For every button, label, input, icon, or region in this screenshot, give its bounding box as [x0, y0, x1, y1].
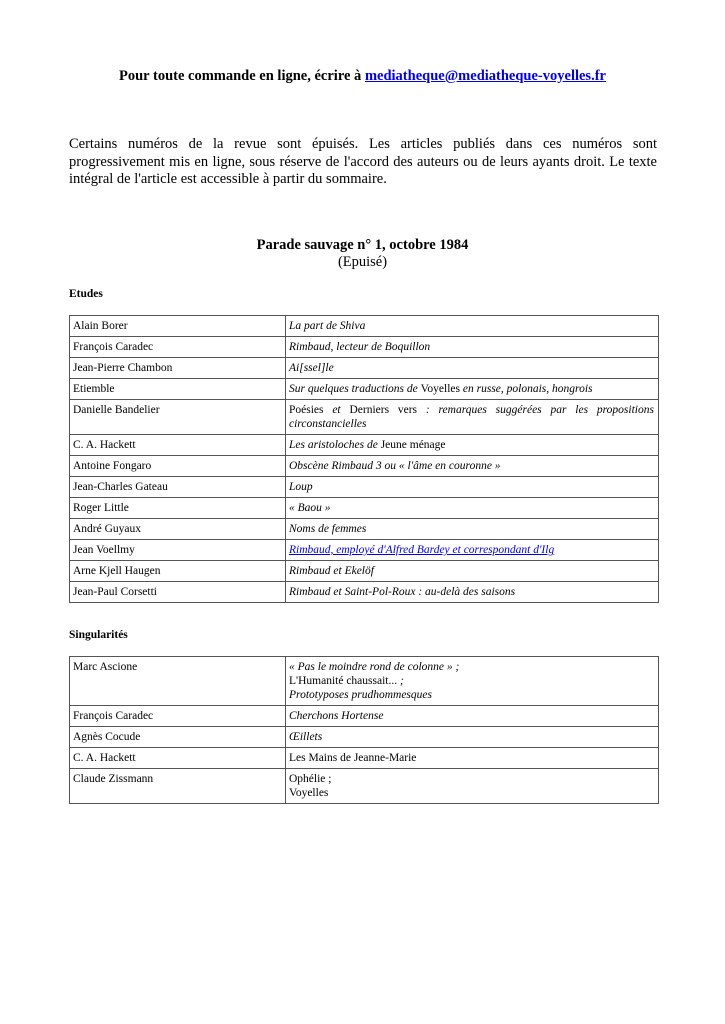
table-row	[70, 358, 659, 379]
table-row	[70, 582, 659, 603]
author-cell: Jean-Pierre Chambon	[70, 358, 286, 379]
article-title-part: Jeune ménage	[380, 439, 446, 451]
article-title-cell	[286, 748, 659, 769]
article-title-part: La part de Shiva	[289, 320, 366, 332]
table-row	[70, 727, 659, 748]
author-cell: François Caradec	[70, 337, 286, 358]
article-title-part: Ophélie	[289, 773, 326, 785]
article-title-cell	[286, 519, 659, 540]
author-cell: Arne Kjell Haugen	[70, 561, 286, 582]
table-row	[70, 316, 659, 337]
table-row	[70, 400, 659, 435]
table-row	[70, 456, 659, 477]
article-title-cell	[286, 400, 659, 435]
author-cell: C. A. Hackett	[70, 435, 286, 456]
issue-heading	[0, 237, 725, 271]
order-email-link[interactable]: mediatheque@mediatheque-voyelles.fr	[364, 68, 606, 84]
article-title-part: Ai[ssel]le	[289, 362, 334, 374]
article-title-part: Les Mains de Jeanne-Marie	[289, 752, 417, 764]
article-title-part: en russe, polonais, hongrois	[460, 383, 593, 395]
article-title-line	[289, 688, 654, 702]
article-title-line	[289, 730, 654, 744]
table-row	[70, 379, 659, 400]
table-row	[70, 769, 659, 804]
article-title-cell	[286, 337, 659, 358]
table-row	[70, 561, 659, 582]
article-title-line	[289, 751, 654, 765]
article-title-cell	[286, 316, 659, 337]
article-link[interactable]: Rimbaud, employé d'Alfred Bardey et correspondant d'Ilg	[289, 544, 555, 556]
article-title-part: Noms de femmes	[289, 523, 367, 535]
article-title-part: Voyelles	[289, 787, 329, 799]
article-title-part: ;	[325, 773, 332, 785]
article-title-part: Rimbaud et Saint-Pol-Roux : au-delà des saisons	[289, 586, 516, 598]
author-cell: André Guyaux	[70, 519, 286, 540]
article-title-part: : remarques suggérées par les propositions circonstancielles	[289, 404, 654, 430]
article-title-part: et	[323, 404, 350, 416]
article-title-part: Rimbaud et Ekelöf	[289, 565, 374, 577]
author-cell: Jean-Paul Corsetti	[70, 582, 286, 603]
article-title-part: Les aristoloches de	[289, 439, 381, 451]
article-title-cell	[286, 379, 659, 400]
author-cell: Agnès Cocude	[70, 727, 286, 748]
singularites-table-body	[70, 657, 659, 804]
etudes-table-body	[70, 316, 659, 603]
table-row	[70, 540, 659, 561]
article-title-part: L'Humanité chaussait...	[289, 675, 398, 687]
table-row	[70, 477, 659, 498]
article-title-part: Loup	[289, 481, 313, 493]
article-title-cell	[286, 582, 659, 603]
table-row	[70, 657, 659, 706]
article-title-part: Obscène Rimbaud 3 ou « l'âme en couronne »	[289, 460, 501, 472]
article-title-line	[289, 772, 654, 786]
article-title-part: Rimbaud, lecteur de Boquillon	[289, 341, 431, 353]
article-title-cell	[286, 727, 659, 748]
table-row	[70, 706, 659, 727]
article-title-cell	[286, 498, 659, 519]
author-cell: Alain Borer	[70, 316, 286, 337]
order-text: Pour toute commande en ligne, écrire à	[119, 68, 365, 84]
section-label-etudes: Etudes	[69, 288, 103, 300]
author-cell: Roger Little	[70, 498, 286, 519]
article-title-part: « Baou »	[289, 502, 331, 514]
article-title-cell	[286, 358, 659, 379]
table-row	[70, 435, 659, 456]
article-title-part: Poésies	[289, 404, 324, 416]
article-title-cell	[286, 540, 659, 561]
order-instructions	[0, 68, 725, 85]
author-cell: Marc Ascione	[70, 657, 286, 706]
article-title-part: Œillets	[289, 731, 323, 743]
article-title-cell	[286, 456, 659, 477]
article-title-cell	[286, 657, 659, 706]
article-title-part: Sur quelques traductions de	[289, 383, 421, 395]
table-row	[70, 748, 659, 769]
author-cell: Danielle Bandelier	[70, 400, 286, 435]
article-title-part: Cherchons Hortense	[289, 710, 384, 722]
article-title-part: Derniers vers	[349, 404, 418, 416]
article-title-line	[289, 674, 654, 688]
article-title-cell	[286, 477, 659, 498]
article-title-part: « Pas le moindre rond de colonne » ;	[289, 661, 460, 673]
author-cell: Jean Voellmy	[70, 540, 286, 561]
article-title-line	[289, 786, 654, 800]
issue-title: Parade sauvage n° 1, octobre 1984	[256, 237, 469, 253]
article-title-cell	[286, 769, 659, 804]
article-title-cell	[286, 706, 659, 727]
article-title-line	[289, 709, 654, 723]
table-row	[70, 337, 659, 358]
singularites-table	[69, 656, 659, 804]
section-label-singularites: Singularités	[69, 629, 128, 641]
article-title-cell	[286, 435, 659, 456]
table-row	[70, 498, 659, 519]
author-cell: C. A. Hackett	[70, 748, 286, 769]
author-cell: Claude Zissmann	[70, 769, 286, 804]
article-title-part: Prototyposes prudhommesques	[289, 689, 432, 701]
author-cell: Antoine Fongaro	[70, 456, 286, 477]
issue-status: (Epuisé)	[337, 254, 388, 270]
table-row	[70, 519, 659, 540]
intro-paragraph: Certains numéros de la revue sont épuisés. Les articles publiés dans ces numéros sont progressivement mis en ligne, sous réserve de l'accord des auteurs ou de leurs ayants droit. Le texte intégral de l'article est accessible à partir du sommaire.	[69, 136, 657, 187]
author-cell: François Caradec	[70, 706, 286, 727]
article-title-cell	[286, 561, 659, 582]
etudes-table	[69, 315, 659, 603]
article-title-line	[289, 660, 654, 674]
author-cell: Jean-Charles Gateau	[70, 477, 286, 498]
article-title-part: ;	[397, 675, 404, 687]
article-title-part: Voyelles	[420, 383, 461, 395]
author-cell: Etiemble	[70, 379, 286, 400]
